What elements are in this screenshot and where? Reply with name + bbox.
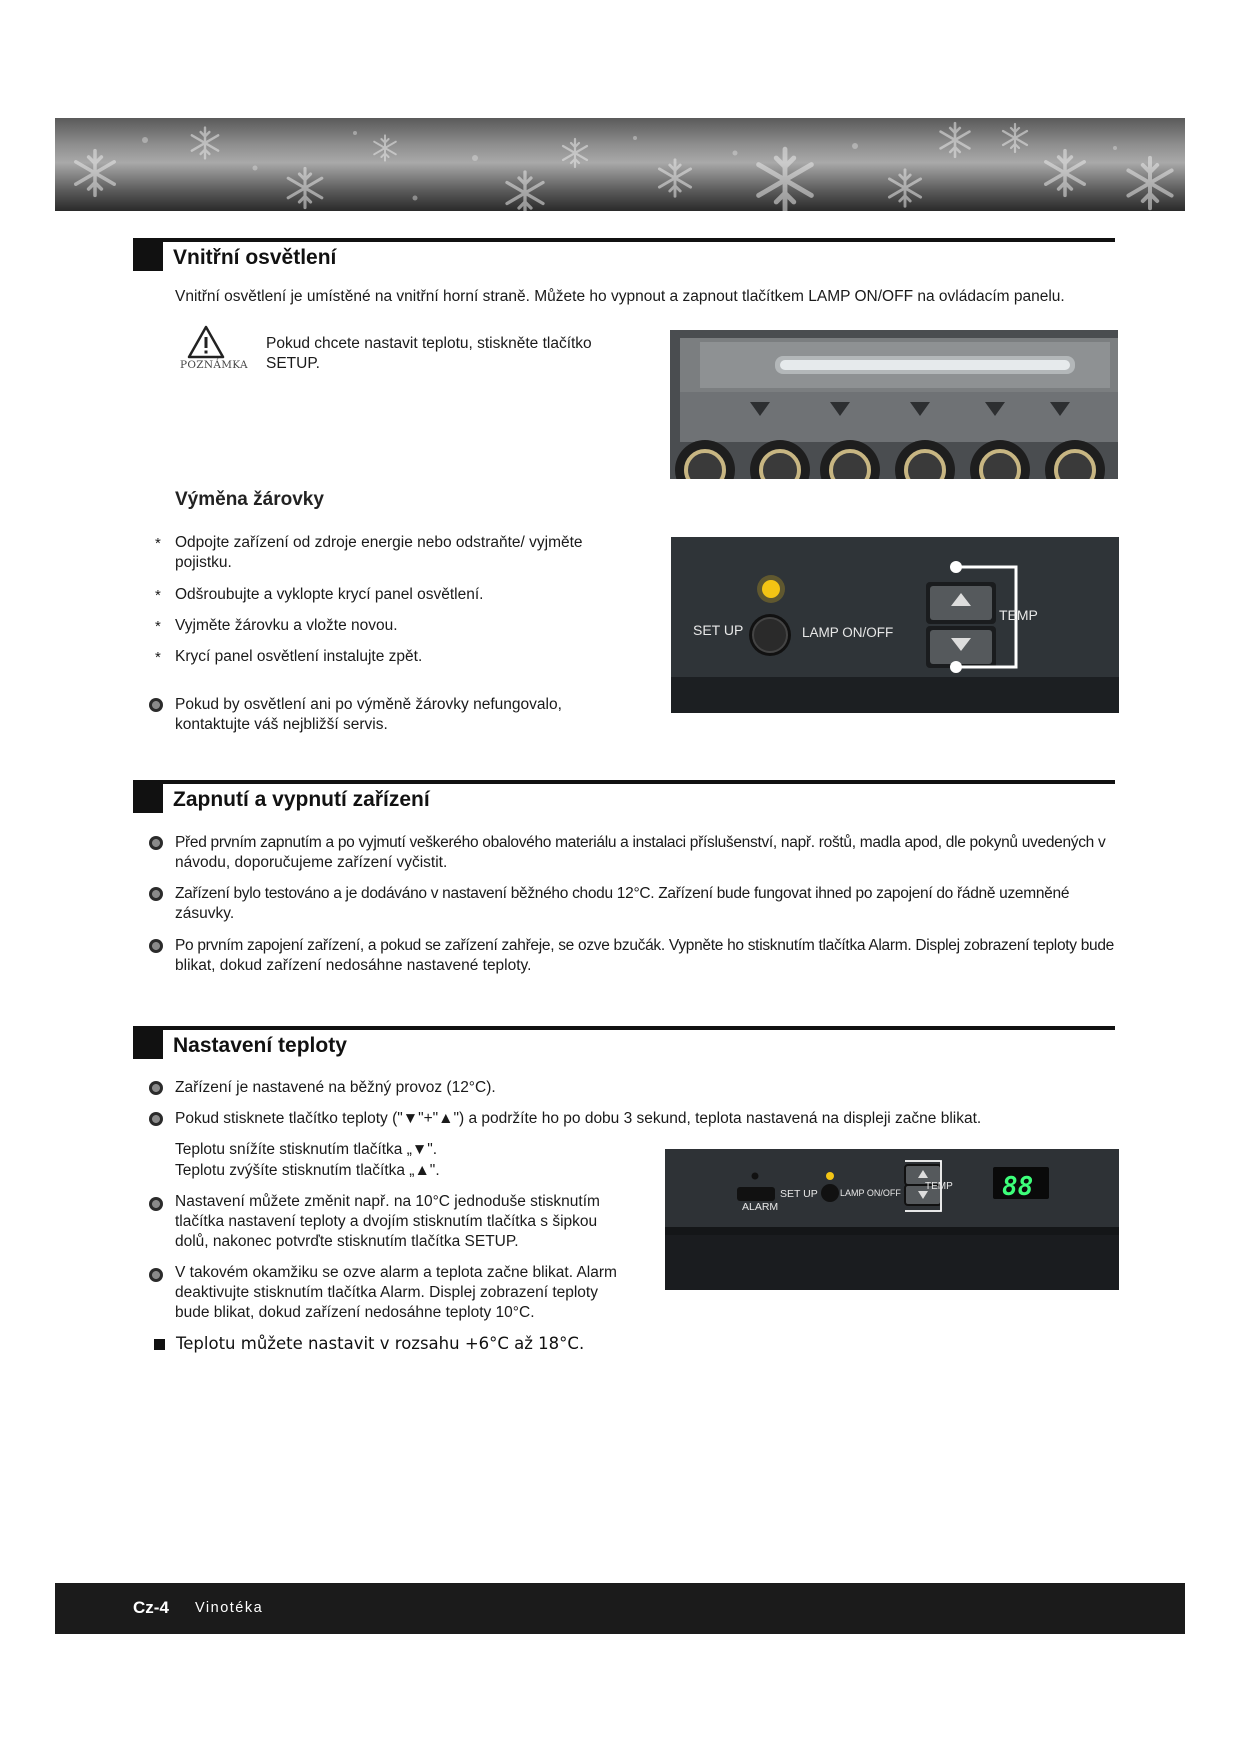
setup-label: SET UP: [780, 1188, 818, 1200]
step-marker: *: [155, 649, 161, 666]
power-item-2-line1: Zařízení bylo testováno a je dodáváno v nastavení běžného chodu 12°C. Zařízení bude fungovat ihned po zapojení do řádně uzemněné: [175, 885, 1070, 902]
bullet-icon: [149, 1197, 163, 1211]
step-marker: *: [155, 587, 161, 604]
service-note-line2: kontaktujte váš nejbližší servis.: [175, 716, 388, 733]
temp-item-3-line3: dolů, nakonec potvrďte stisknutím tlačítka SETUP.: [175, 1233, 519, 1250]
snowflake-pattern: [55, 118, 1185, 211]
power-item-1-line2: návodu, doporučujeme zařízení vyčistit.: [175, 854, 448, 871]
control-panel-photo: [671, 537, 1119, 713]
step-marker: *: [155, 535, 161, 552]
temp-raise-instruction: Teplotu zvýšíte stisknutím tlačítka „▲".: [175, 1162, 440, 1179]
section-header-lighting: [133, 238, 1115, 271]
bulb-replacement-title: Výměna žárovky: [175, 489, 324, 510]
temp-label: TEMP: [925, 1181, 953, 1192]
bulb-step-3: Vyjměte žárovku a vložte novou.: [175, 617, 398, 634]
display-panel-illustration: [665, 1149, 1119, 1290]
bullet-icon: [149, 1081, 163, 1095]
alarm-label: ALARM: [742, 1201, 779, 1213]
temp-item-1: Zařízení je nastavené na běžný provoz (12°C).: [175, 1079, 496, 1096]
bullet-icon: [149, 1268, 163, 1282]
note-text-line1: Pokud chcete nastavit teplotu, stiskněte tlačítko: [266, 335, 592, 352]
temp-range-note: Teplotu můžete nastavit v rozsahu +6°C až 18°C.: [176, 1334, 585, 1353]
section-header-temperature: [133, 1026, 1115, 1059]
section-title-temperature: Nastavení teploty: [173, 1034, 347, 1057]
bullet-icon: [149, 698, 163, 712]
page-number: Cz-4: [133, 1598, 169, 1617]
temp-item-2: Pokud stisknete tlačítko teploty ("▼"+"▲") a podržíte ho po dobu 3 sekund, teplota nastavená na displeji začne blikat.: [175, 1110, 982, 1127]
temp-item-3-line1: Nastavení můžete změnit např. na 10°C jednoduše stisknutím: [175, 1193, 600, 1210]
temperature-display: 88: [1002, 1172, 1034, 1202]
bulb-step-2: Odšroubujte a vyklopte krycí panel osvětlení.: [175, 586, 484, 603]
control-panel-illustration: [671, 537, 1119, 713]
interior-light-photo: [670, 330, 1118, 479]
temp-lower-instruction: Teplotu snížíte stisknutím tlačítka „▼".: [175, 1141, 438, 1158]
lamp-label: LAMP ON/OFF: [802, 625, 894, 640]
bullet-icon: [149, 887, 163, 901]
lamp-label: LAMP ON/OFF: [840, 1188, 901, 1198]
interior-light-illustration: [670, 330, 1118, 479]
power-item-3-line1: Po prvním zapojení zařízení, a pokud se zařízení zahřeje, se ozve bzučák. Vypněte ho stisknutím tlačítka Alarm. Displej zobrazení teploty bude: [175, 937, 1115, 954]
square-bullet-icon: [154, 1339, 165, 1350]
power-item-2-line2: zásuvky.: [175, 905, 235, 922]
power-item-1-line1: Před prvním zapnutím a po vyjmutí veškerého obalového materiálu a instalaci příslušenství, např. roštů, madla apod, dle pokynů uvedených v: [175, 834, 1106, 851]
setup-label: SET UP: [693, 622, 744, 638]
note-label: POZNÁMKA: [180, 359, 248, 371]
section-title-power: Zapnutí a vypnutí zařízení: [173, 788, 430, 811]
temp-item-4-line3: bude blikat, dokud zařízení nedosáhne teploty 10°C.: [175, 1304, 535, 1321]
section-title-lighting: Vnitřní osvětlení: [173, 246, 337, 269]
temp-item-3-line2: tlačítka nastavení teploty a dvojím stisknutím tlačítka s šipkou: [175, 1213, 598, 1230]
lighting-intro: Vnitřní osvětlení je umístěné na vnitřní horní straně. Můžete ho vypnout a zapnout tlačítkem LAMP ON/OFF na ovládacím panelu.: [175, 288, 1065, 305]
bulb-step-1-line1: Odpojte zařízení od zdroje energie nebo odstraňte/ vyjměte: [175, 534, 583, 551]
step-marker: *: [155, 618, 161, 635]
document-title: Vinotéka: [195, 1600, 264, 1616]
display-panel-photo: [665, 1149, 1119, 1290]
bulb-step-4: Krycí panel osvětlení instalujte zpět.: [175, 648, 423, 665]
bulb-step-1-line2: pojistku.: [175, 554, 232, 571]
power-item-3-line2: blikat, dokud zařízení nedosáhne nastavené teploty.: [175, 957, 532, 974]
header-banner: [55, 118, 1185, 211]
bullet-icon: [149, 1112, 163, 1126]
temp-item-4-line1: V takovém okamžiku se ozve alarm a teplota začne blikat. Alarm: [175, 1264, 617, 1281]
temp-item-4-line2: deaktivujte stisknutím tlačítka Alarm. Displej zobrazení teploty: [175, 1284, 598, 1301]
service-note-line1: Pokud by osvětlení ani po výměně žárovky nefungovalo,: [175, 696, 562, 713]
note-text-line2: SETUP.: [266, 355, 320, 372]
temp-label: TEMP: [999, 607, 1038, 623]
section-header-power: [133, 780, 1115, 813]
bullet-icon: [149, 836, 163, 850]
bullet-icon: [149, 939, 163, 953]
page-footer: [55, 1583, 1185, 1634]
